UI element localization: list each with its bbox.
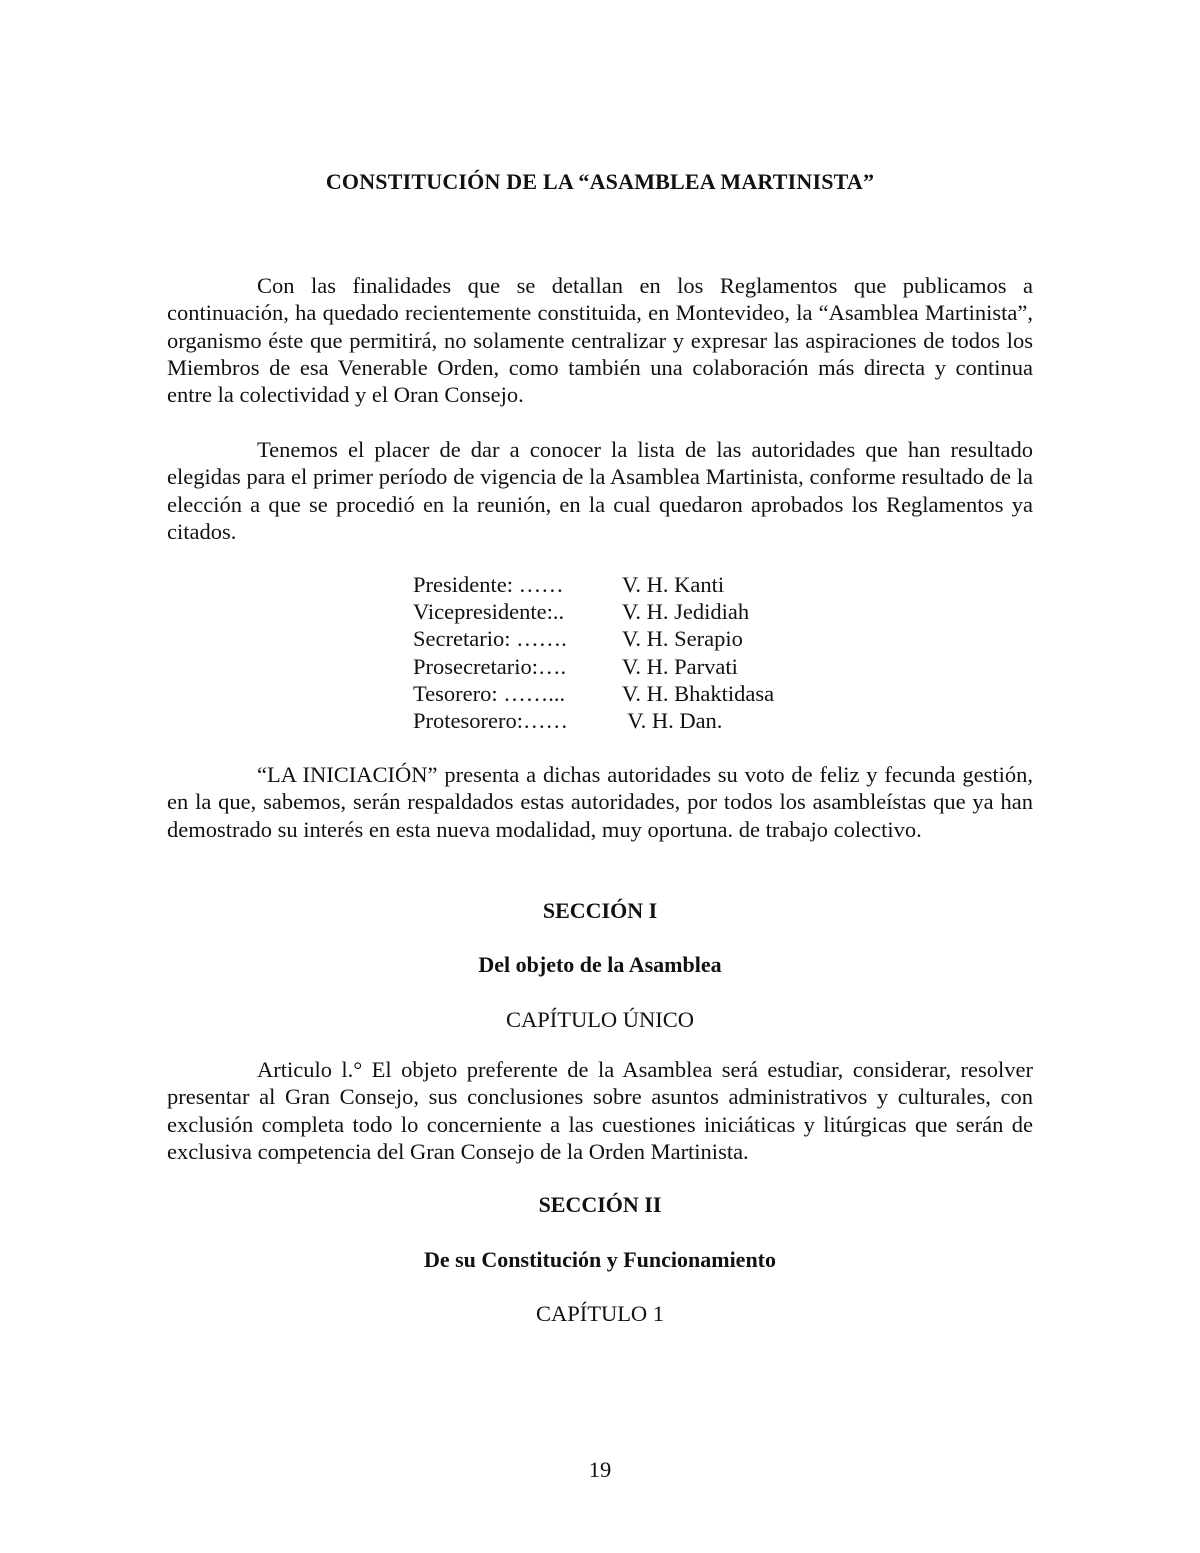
officer-name: V. H. Parvati <box>622 653 738 679</box>
officer-row <box>413 653 774 680</box>
officer-name: V. H. Kanti <box>622 572 725 597</box>
officer-row <box>413 625 774 652</box>
officer-name: V. H. Serapio <box>622 626 743 652</box>
section-2-subheading: De su Constitución y Funcionamiento <box>423 1247 777 1272</box>
officer-name: V. H. Dan. <box>622 707 723 733</box>
officer-row <box>413 598 774 625</box>
officer-role: Protesorero:…… <box>413 707 568 733</box>
officer-row <box>413 571 774 598</box>
officer-role: Presidente: …… <box>413 572 564 597</box>
authorities-paragraph: Tenemos el placer de dar a conocer la lista de las autoridades que han resultado elegidas para el primer período de vigencia de la Asamblea Martinista, conforme resultado de la elección a que se procedió en la reunión, en la cual quedaron aprobados los Reglamentos ya citados. <box>167 437 1033 544</box>
section-2-heading: SECCIÓN II <box>538 1192 662 1217</box>
officer-role: Vicepresidente:.. <box>413 599 565 625</box>
article-1-paragraph: Articulo l.° El objeto preferente de la Asamblea será estudiar, considerar, resolver presentar al Gran Consejo, sus conclusiones sobre asuntos administrativos y culturales, con exclusión completa todo lo concerniente a las cuestiones iniciáticas y litúrgicas que serán de exclusiva competencia del Gran Consejo de la Orden Martinista. <box>167 1057 1033 1164</box>
section-2-chapter: CAPÍTULO 1 <box>535 1301 665 1326</box>
officer-row <box>413 707 774 734</box>
intro-paragraph: Con las finalidades que se detallan en los Reglamentos que publicamos a continuación, ha quedado recientemente constituida, en Montevideo, la “Asamblea Martinista”, organismo éste que permitirá, no solamente centralizar y expresar las aspiraciones de todos los Miembros de esa Venerable Orden, como también una colaboración más directa y continua entre la colectividad y el Oran Consejo. <box>167 273 1033 408</box>
officer-row <box>413 680 774 707</box>
officer-role: Prosecretario:…. <box>413 653 567 679</box>
section-1-chapter: CAPÍTULO ÚNICO <box>505 1007 695 1032</box>
officers-list <box>413 571 774 734</box>
section-1-heading: SECCIÓN I <box>542 898 658 923</box>
officer-name: V. H. Bhaktidasa <box>622 680 775 706</box>
officer-name: V. H. Jedidiah <box>622 599 750 625</box>
iniciacion-paragraph: “LA INICIACIÓN” presenta a dichas autoridades su voto de feliz y fecunda gestión, en la que, sabemos, serán respaldados estas autoridades, por todos los asambleístas que ya han demostrado su interés en esta nueva modalidad, muy oportuna. de trabajo colectivo. <box>167 762 1033 842</box>
section-1-subheading: Del objeto de la Asamblea <box>478 952 722 977</box>
page-number: 19 <box>588 1457 612 1482</box>
officer-role: Tesorero: ……... <box>413 680 566 706</box>
document-title: CONSTITUCIÓN DE LA “ASAMBLEA MARTINISTA” <box>325 169 875 194</box>
officer-role: Secretario: ……. <box>413 626 567 652</box>
